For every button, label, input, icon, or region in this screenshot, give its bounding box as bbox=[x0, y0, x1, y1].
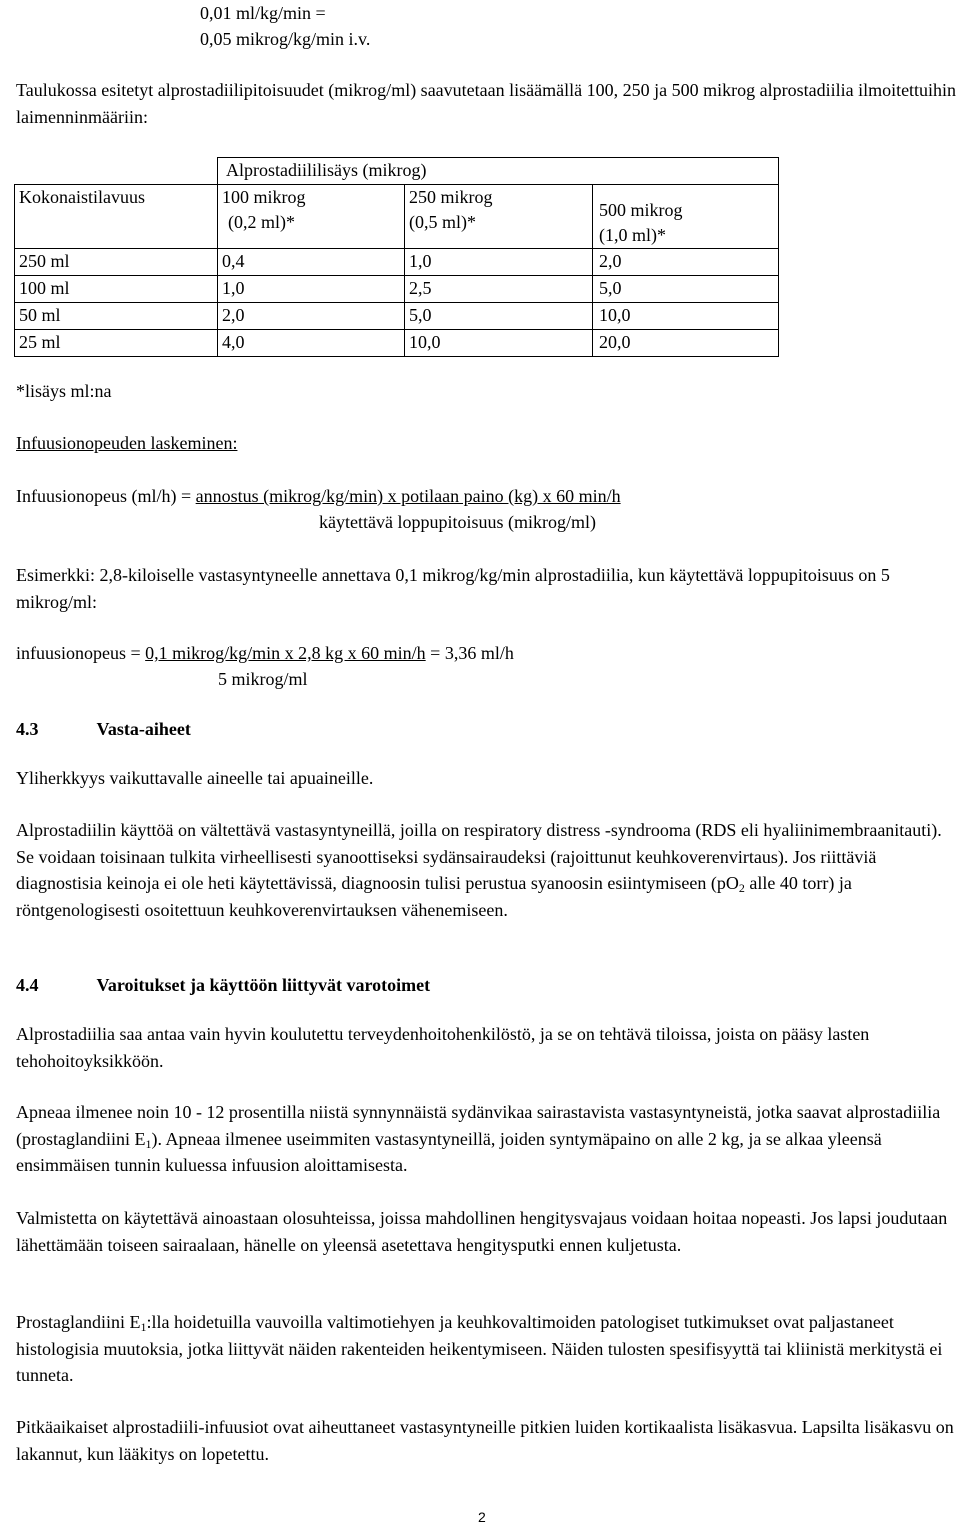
warning-2-text-b: ). Apneaa ilmenee useimmiten vastasyntyneillä, joiden syntymäpaino on alle 2 kg, ja se alkaa yleensä ensimmäisen tunnin kuluessa infuusion aloittamisesta. bbox=[16, 1128, 882, 1175]
cell-500: 2,0 bbox=[593, 249, 779, 276]
dose-line-2: 0,05 mikrog/kg/min i.v. bbox=[200, 29, 371, 49]
example-formula-denominator: 5 mikrog/ml bbox=[218, 669, 308, 689]
table-footnote: *lisäys ml:na bbox=[16, 381, 112, 401]
contraindication-2-text-a: Alprostadiilin käyttöä on vältettävä vastasyntyneillä, joilla on respiratory distress -syndrooma (RDS eli hyaliinimembraanitauti). Se voidaan toisinaan tulkita virheellisesti syanoottiseksi sydänsairaudeksi (rajoittunut keuhkoverenvirtaus). Jos riittäviä diagnostisia keinoja ei ole heti käytettävissä, diagnoosin tulisi perustua syanoosin esiintymiseen (pO bbox=[16, 820, 942, 893]
section-4-3-heading bbox=[16, 716, 191, 743]
cell-volume: 50 ml bbox=[15, 303, 218, 330]
col-header-500 bbox=[593, 185, 779, 249]
section-4-4-title: Varoitukset ja käyttöön liittyvät varotoimet bbox=[96, 975, 431, 995]
col-header-100-line2: (0,2 ml)* bbox=[228, 212, 295, 232]
contraindication-2-text-b: alle 40 torr) ja röntgenologisesti osoitettuun keuhkoverenvirtauksen vähenemiseen. bbox=[16, 873, 852, 920]
rate-formula-denominator: käytettävä loppupitoisuus (mikrog/ml) bbox=[319, 512, 596, 532]
cell-500: 10,0 bbox=[593, 303, 779, 330]
cell-250: 1,0 bbox=[405, 249, 593, 276]
warning-3: Valmistetta on käytettävä ainoastaan olosuhteissa, joissa mahdollinen hengitysvajaus voidaan hoitaa nopeasti. Jos lapsi joudutaan lähettämään toiseen sairaalaan, hänelle on yleensä asetettava hengitysputki ennen kuljetusta. bbox=[16, 1208, 948, 1255]
cell-volume: 100 ml bbox=[15, 276, 218, 303]
example-formula bbox=[16, 640, 514, 667]
warning-2 bbox=[16, 1099, 958, 1179]
warning-2-subscript: 1 bbox=[145, 1136, 152, 1151]
cell-250: 5,0 bbox=[405, 303, 593, 330]
cell-100: 4,0 bbox=[218, 330, 405, 357]
table-row bbox=[15, 249, 779, 276]
cell-250: 10,0 bbox=[405, 330, 593, 357]
table-row bbox=[15, 276, 779, 303]
cell-100: 0,4 bbox=[218, 249, 405, 276]
contraindication-2 bbox=[16, 817, 958, 923]
dose-line-1: 0,01 ml/kg/min = bbox=[200, 3, 326, 23]
col-header-volume: Kokonaistilavuus bbox=[15, 185, 218, 249]
page-number: 2 bbox=[478, 1509, 486, 1525]
cell-volume: 25 ml bbox=[15, 330, 218, 357]
table-group-header-row bbox=[15, 158, 779, 185]
dilution-table bbox=[14, 157, 779, 357]
warning-4-text-a: Prostaglandiini E bbox=[16, 1312, 141, 1332]
section-4-4-heading bbox=[16, 972, 430, 999]
contraindication-2-subscript: 2 bbox=[738, 881, 745, 895]
group-header: Alprostadiililisäys (mikrog) bbox=[218, 158, 779, 185]
example-formula-numerator: 0,1 mikrog/kg/min x 2,8 kg x 60 min/h bbox=[145, 643, 426, 663]
warning-4-subscript: 1 bbox=[140, 1320, 147, 1334]
calc-heading: Infuusionopeuden laskeminen: bbox=[16, 433, 238, 453]
table-row bbox=[15, 303, 779, 330]
col-header-100 bbox=[218, 185, 405, 249]
intro-paragraph: Taulukossa esitetyt alprostadiilipitoisuudet (mikrog/ml) saavutetaan lisäämällä 100, 250 ja 500 mikrog alprostadiilia ilmoitettuihin laimenninmääriin: bbox=[16, 80, 957, 127]
example-paragraph: Esimerkki: 2,8-kiloiselle vastasyntyneelle annettava 0,1 mikrog/kg/min alprostadiilia, kun käytettävä loppupitoisuus on 5 mikrog/ml: bbox=[16, 565, 890, 612]
example-formula-lhs: infuusionopeus = bbox=[16, 643, 146, 663]
rate-formula bbox=[16, 483, 621, 510]
col-header-500-line1: 500 mikrog bbox=[599, 200, 683, 220]
table-header-row bbox=[15, 185, 779, 249]
example-formula-result: = 3,36 ml/h bbox=[425, 643, 514, 663]
col-header-100-line1: 100 mikrog bbox=[222, 187, 306, 207]
rate-formula-lhs: Infuusionopeus (ml/h) = bbox=[16, 486, 196, 506]
cell-500: 5,0 bbox=[593, 276, 779, 303]
warning-5: Pitkäaikaiset alprostadiili-infuusiot ovat aiheuttaneet vastasyntyneille pitkien luiden kortikaalista lisäkasvua. Lapsilta lisäkasvu on lakannut, kun lääkitys on lopetettu. bbox=[16, 1417, 954, 1464]
cell-100: 2,0 bbox=[218, 303, 405, 330]
warning-1: Alprostadiilia saa antaa vain hyvin koulutettu terveydenhoitohenkilöstö, ja se on tehtävä tiloissa, joista on pääsy lasten tehohoitoyksikköön. bbox=[16, 1024, 870, 1071]
cell-volume: 250 ml bbox=[15, 249, 218, 276]
col-header-250-line2: (0,5 ml)* bbox=[409, 212, 476, 232]
section-4-4-number: 4.4 bbox=[16, 975, 39, 995]
col-header-250 bbox=[405, 185, 593, 249]
rate-formula-numerator: annostus (mikrog/kg/min) x potilaan paino (kg) x 60 min/h bbox=[195, 486, 621, 506]
warning-4-text-b: :lla hoidetuilla vauvoilla valtimotiehyen ja keuhkovaltimoiden patologiset tutkimukset ovat paljastaneet histologisia muutoksia, jotka liittyvät näiden rakenteiden heikentymiseen. Näiden tulosten spesifisyyttä tai kliinistä merkitystä ei tunneta. bbox=[16, 1312, 943, 1385]
cell-100: 1,0 bbox=[218, 276, 405, 303]
warning-2-text-a: Apneaa ilmenee noin 10 - 12 prosentilla niistä synnynnäistä sydänvikaa sairastavista vastasyntyneistä, jotka saavat alprostadiilia (prostaglandiini E bbox=[16, 1102, 941, 1149]
table-row bbox=[15, 330, 779, 357]
cell-250: 2,5 bbox=[405, 276, 593, 303]
col-header-250-line1: 250 mikrog bbox=[409, 187, 493, 207]
contraindication-1: Yliherkkyys vaikuttavalle aineelle tai apuaineille. bbox=[16, 768, 374, 788]
section-4-3-number: 4.3 bbox=[16, 719, 39, 739]
warning-4 bbox=[16, 1309, 958, 1389]
cell-500: 20,0 bbox=[593, 330, 779, 357]
col-header-500-line2: (1,0 ml)* bbox=[599, 225, 666, 245]
section-4-3-title: Vasta-aiheet bbox=[96, 719, 191, 739]
